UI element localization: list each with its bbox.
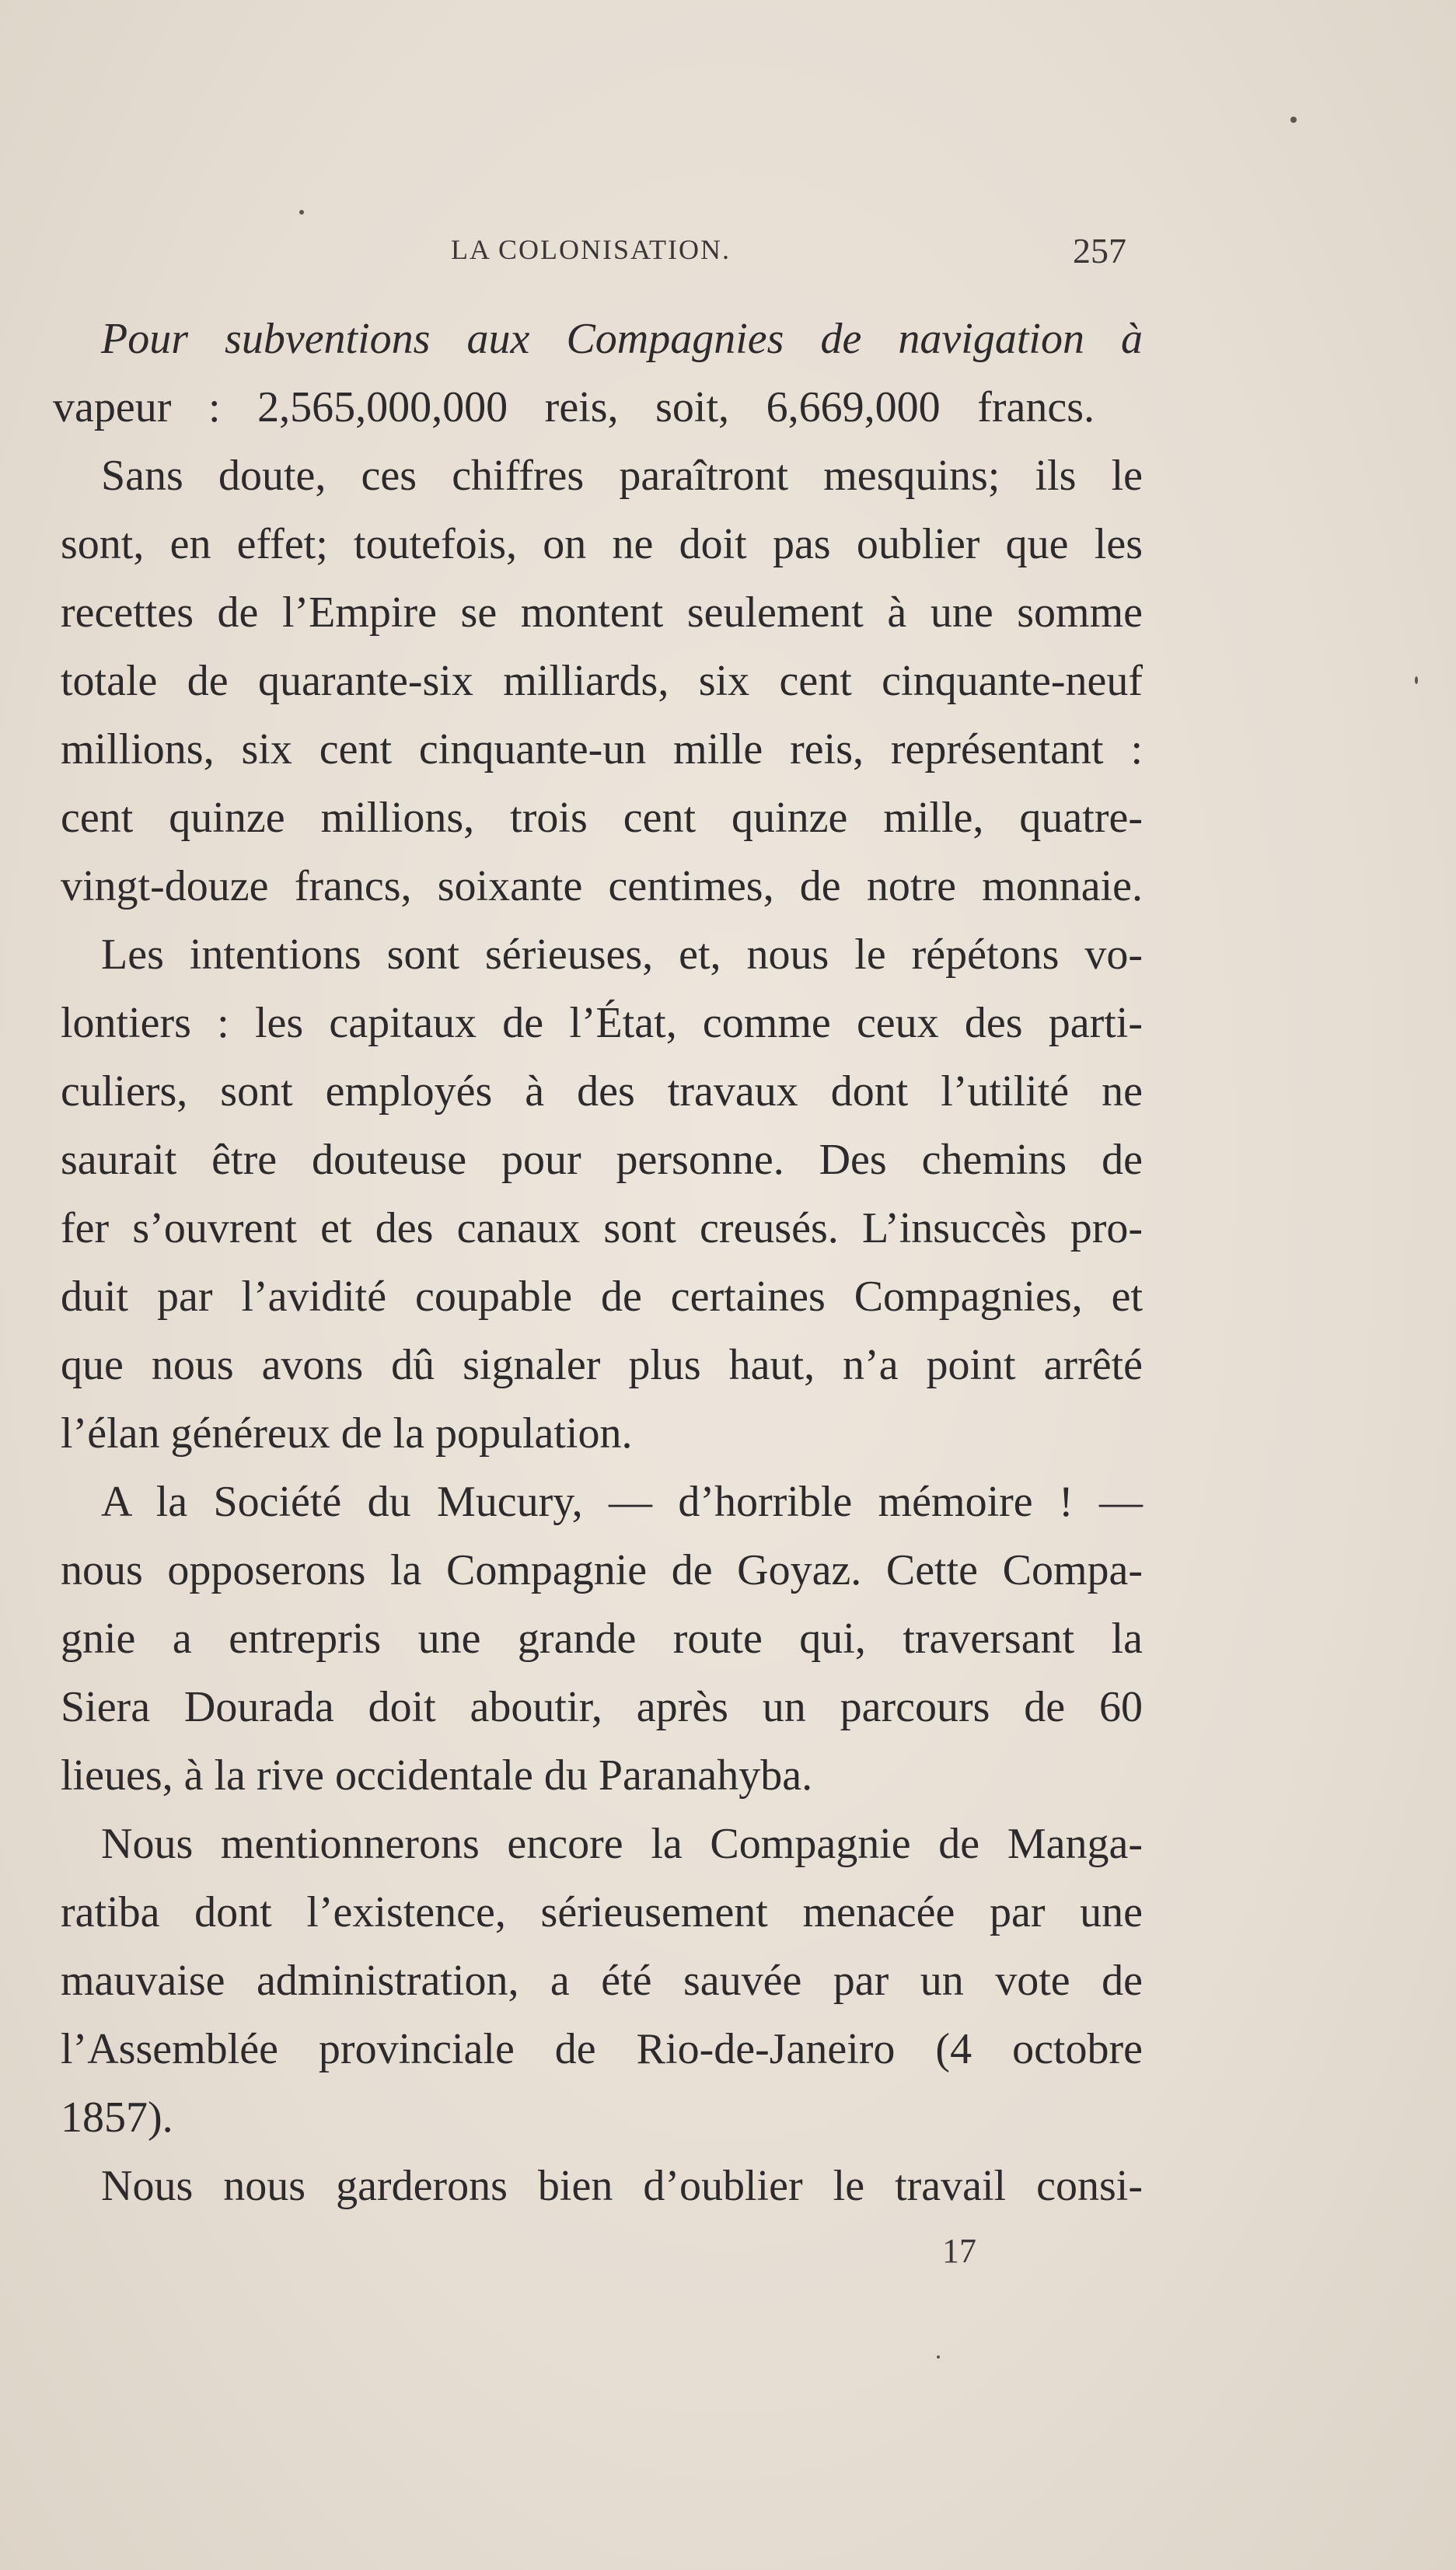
text-line: Nous mentionnerons encore la Compagnie de Manga- [101,1820,1143,1868]
text-line: 1857). [61,2093,173,2142]
text-line: vingt-douze francs, soixante centimes, de notre monnaie. [61,862,1143,910]
text-line: totale de quarante-six milliards, six cent cinquante-neuf [61,657,1143,705]
text-line: l’élan généreux de la population. [61,1409,633,1458]
text-line: lieues, à la rive occidentale du Paranahyba. [61,1751,813,1800]
text-line: fer s’ouvrent et des canaux sont creusés. L’insuccès pro- [61,1204,1143,1252]
text-line: saurait être douteuse pour personne. Des chemins de [61,1136,1143,1184]
paper-speck [1290,117,1297,123]
text-line: ratiba dont l’existence, sérieusement menacée par une [61,1888,1143,1936]
text-line: vapeur : 2,565,000,000 reis, soit, 6,669,000 francs. [53,383,1095,431]
text-line: cent quinze millions, trois cent quinze mille, quatre- [61,794,1143,842]
text-line: A la Société du Mucury, — d’horrible mémoire ! — [101,1478,1143,1526]
text-line: sont, en effet; toutefois, on ne doit pas oublier que les [61,520,1143,568]
text-line: nous opposerons la Compagnie de Goyaz. Cette Compa- [61,1546,1143,1594]
signature-mark: 17 [942,2232,976,2270]
text-line: Sans doute, ces chiffres paraîtront mesquins; ils le [101,452,1143,500]
paper-speck [1415,676,1418,684]
paper-speck [937,2355,940,2359]
text-line: culiers, sont employés à des travaux dont l’utilité ne [61,1067,1143,1116]
text-line: recettes de l’Empire se montent seulement à une somme [61,588,1143,637]
paper-speck [299,210,304,215]
running-head: LA COLONISATION. [451,234,731,265]
text-line: duit par l’avidité coupable de certaines Compagnies, et [61,1273,1143,1321]
page-number: 257 [1073,231,1126,271]
text-line: Nous nous garderons bien d’oublier le travail consi- [101,2162,1143,2210]
text-line: Les intentions sont sérieuses, et, nous le répétons vo- [101,931,1143,979]
text-line: que nous avons dû signaler plus haut, n’a point arrêté [61,1341,1143,1389]
text-line: millions, six cent cinquante-un mille reis, représentant : [61,725,1143,773]
text-line: Siera Dourada doit aboutir, après un parcours de 60 [61,1683,1143,1731]
text-line: l’Assemblée provinciale de Rio-de-Janeiro (4 octobre [61,2025,1143,2073]
text-line: gnie a entrepris une grande route qui, traversant la [61,1615,1143,1663]
text-line: lontiers : les capitaux de l’État, comme ceux des parti- [61,999,1143,1047]
text-line: mauvaise administration, a été sauvée par un vote de [61,1957,1143,2005]
text-line: Pour subventions aux Compagnies de navigation à [101,315,1143,363]
